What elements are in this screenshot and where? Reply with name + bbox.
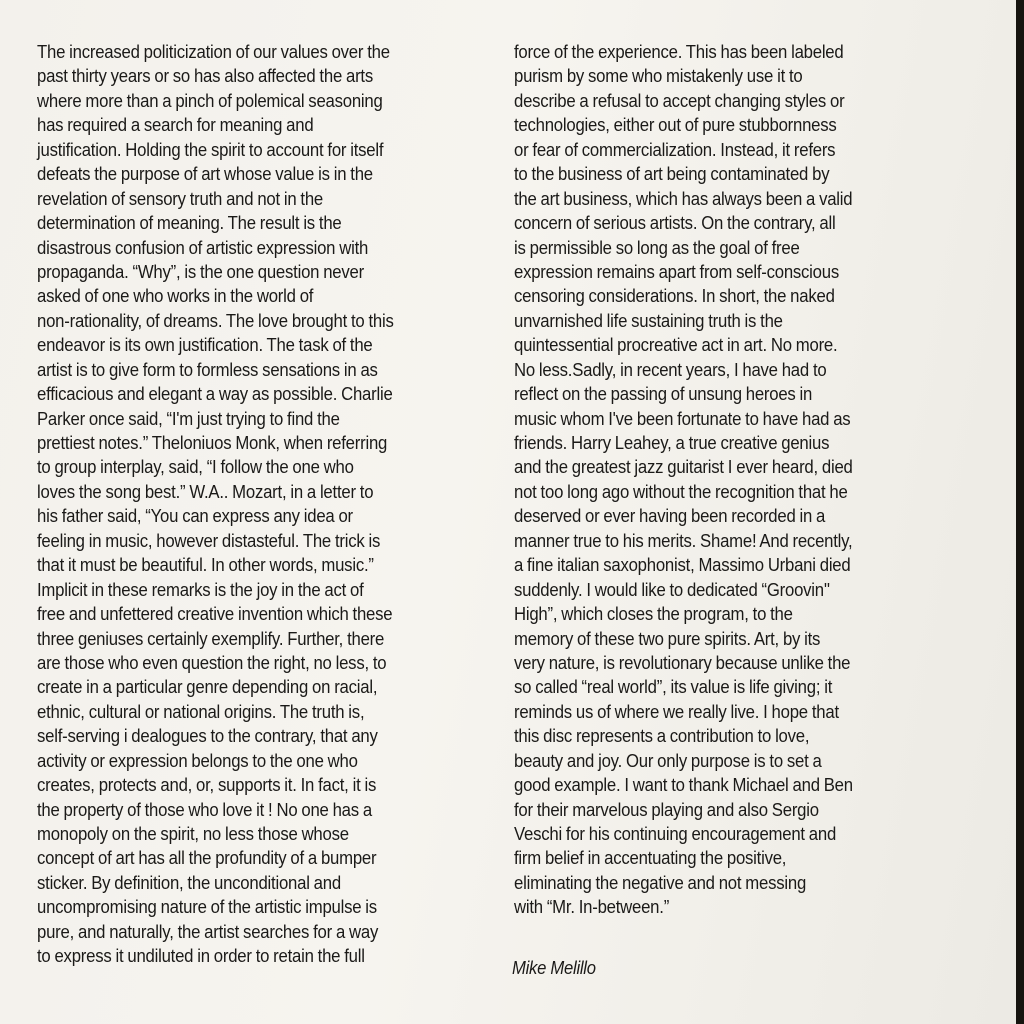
left-column bbox=[37, 40, 394, 969]
text-line: good example. I want to thank Michael and Ben bbox=[514, 774, 853, 796]
text-line: ethnic, cultural or national origins. The truth is, bbox=[37, 700, 365, 722]
page-edge-shadow bbox=[1016, 0, 1024, 1024]
text-line: force of the experience. This has been labeled bbox=[514, 41, 844, 62]
text-line: deserved or ever having been recorded in a bbox=[514, 505, 826, 527]
text-line: efficacious and elegant a way as possible. Charlie bbox=[37, 383, 393, 405]
text-line: to group interplay, said, “I follow the one who bbox=[37, 456, 354, 478]
text-line: The increased politicization of our values over the bbox=[37, 41, 390, 62]
text-line: for their marvelous playing and also Sergio bbox=[514, 798, 819, 820]
text-line: eliminating the negative and not messing bbox=[514, 871, 807, 893]
text-line: and the greatest jazz guitarist I ever heard, died bbox=[514, 456, 853, 478]
text-line: revelation of sensory truth and not in the bbox=[37, 187, 324, 209]
text-line: manner true to his merits. Shame! And recently, bbox=[514, 529, 853, 551]
text-line: has required a search for meaning and bbox=[37, 114, 314, 136]
text-line: concept of art has all the profundity of a bumper bbox=[37, 847, 377, 869]
text-line: technologies, either out of pure stubbornness bbox=[514, 114, 837, 136]
text-line: this disc represents a contribution to love, bbox=[514, 725, 810, 747]
text-line: purism by some who mistakenly use it to bbox=[514, 65, 803, 87]
text-line: prettiest notes.” Theloniuos Monk, when referring bbox=[37, 432, 388, 453]
text-line: reminds us of where we really live. I hope that bbox=[514, 700, 839, 722]
text-line: free and unfettered creative invention which these bbox=[37, 603, 393, 625]
text-line: describe a refusal to accept changing styles or bbox=[514, 89, 845, 111]
text-line: beauty and joy. Our only purpose is to set a bbox=[514, 749, 822, 771]
text-line: artist is to give form to formless sensations in as bbox=[37, 358, 378, 380]
text-line: Implicit in these remarks is the joy in the act of bbox=[37, 578, 364, 600]
text-line: pure, and naturally, the artist searches for a way bbox=[37, 920, 379, 942]
text-line: Parker once said, “I'm just trying to find the bbox=[37, 407, 340, 429]
text-line: reflect on the passing of unsung heroes in bbox=[514, 383, 813, 405]
text-line: past thirty years or so has also affected the arts bbox=[37, 65, 373, 87]
text-line: that it must be beautiful. In other words, music.” bbox=[37, 554, 374, 576]
text-line: firm belief in accentuating the positive, bbox=[514, 847, 787, 869]
text-line: Veschi for his continuing encouragement and bbox=[514, 823, 837, 844]
text-line: so called “real world”, its value is life giving; it bbox=[514, 676, 833, 698]
text-line: determination of meaning. The result is the bbox=[37, 212, 342, 234]
text-line: uncompromising nature of the artistic impulse is bbox=[37, 896, 377, 918]
text-line: quintessential procreative act in art. No more. bbox=[514, 334, 838, 356]
text-line: monopoly on the spirit, no less those whose bbox=[37, 823, 349, 844]
text-line: justification. Holding the spirit to account for itself bbox=[37, 138, 384, 160]
text-line: friends. Harry Leahey, a true creative genius bbox=[514, 432, 830, 453]
text-line: non-rationality, of dreams. The love brought to this bbox=[37, 309, 394, 331]
text-line: sticker. By definition, the unconditional and bbox=[37, 871, 341, 893]
text-line: are those who even question the right, no less, to bbox=[37, 651, 387, 673]
text-line: with “Mr. In-between.” bbox=[514, 896, 670, 918]
text-line: create in a particular genre depending on racial, bbox=[37, 676, 378, 698]
text-line: self-serving i dealogues to the contrary, that any bbox=[37, 725, 378, 747]
text-line: memory of these two pure spirits. Art, by its bbox=[514, 627, 821, 649]
author-signature: Mike Melillo bbox=[512, 957, 596, 978]
text-line: asked of one who works in the world of bbox=[37, 285, 314, 307]
text-line: is permissible so long as the goal of free bbox=[514, 236, 800, 258]
text-line: endeavor is its own justification. The task of the bbox=[37, 334, 373, 356]
text-line: the art business, which has always been a valid bbox=[514, 187, 853, 209]
text-line: where more than a pinch of polemical seasoning bbox=[37, 89, 383, 111]
text-line: loves the song best.” W.A.. Mozart, in a letter to bbox=[37, 480, 374, 502]
text-line: unvarnished life sustaining truth is the bbox=[514, 309, 783, 331]
text-line: propaganda. “Why”, is the one question never bbox=[37, 260, 364, 282]
right-column bbox=[514, 40, 853, 920]
text-line: disastrous confusion of artistic expression with bbox=[37, 236, 369, 258]
text-line: censoring considerations. In short, the naked bbox=[514, 285, 835, 307]
text-line: defeats the purpose of art whose value is in the bbox=[37, 163, 373, 185]
text-line: High”, which closes the program, to the bbox=[514, 603, 793, 625]
text-line: concern of serious artists. On the contrary, all bbox=[514, 212, 836, 234]
text-line: expression remains apart from self-conscious bbox=[514, 260, 839, 282]
text-line: to express it undiluted in order to retain the full bbox=[37, 945, 365, 967]
text-line: very nature, is revolutionary because unlike the bbox=[514, 651, 851, 673]
text-line: feeling in music, however distasteful. The trick is bbox=[37, 529, 381, 551]
text-line: to the business of art being contaminated by bbox=[514, 163, 830, 185]
text-line: activity or expression belongs to the one who bbox=[37, 749, 358, 771]
text-line: a fine italian saxophonist, Massimo Urbani died bbox=[514, 554, 851, 576]
text-line: suddenly. I would like to dedicated “Groovin'' bbox=[514, 578, 830, 600]
text-line: No less.Sadly, in recent years, I have had to bbox=[514, 358, 827, 380]
text-line: three geniuses certainly exemplify. Further, there bbox=[37, 627, 385, 649]
text-line: creates, protects and, or, supports it. In fact, it is bbox=[37, 774, 377, 796]
text-line: music whom I've been fortunate to have had as bbox=[514, 407, 851, 429]
text-line: his father said, “You can express any idea or bbox=[37, 505, 353, 527]
text-line: not too long ago without the recognition that he bbox=[514, 480, 848, 502]
text-line: the property of those who love it ! No one has a bbox=[37, 798, 372, 820]
text-line: or fear of commercialization. Instead, it refers bbox=[514, 138, 836, 160]
